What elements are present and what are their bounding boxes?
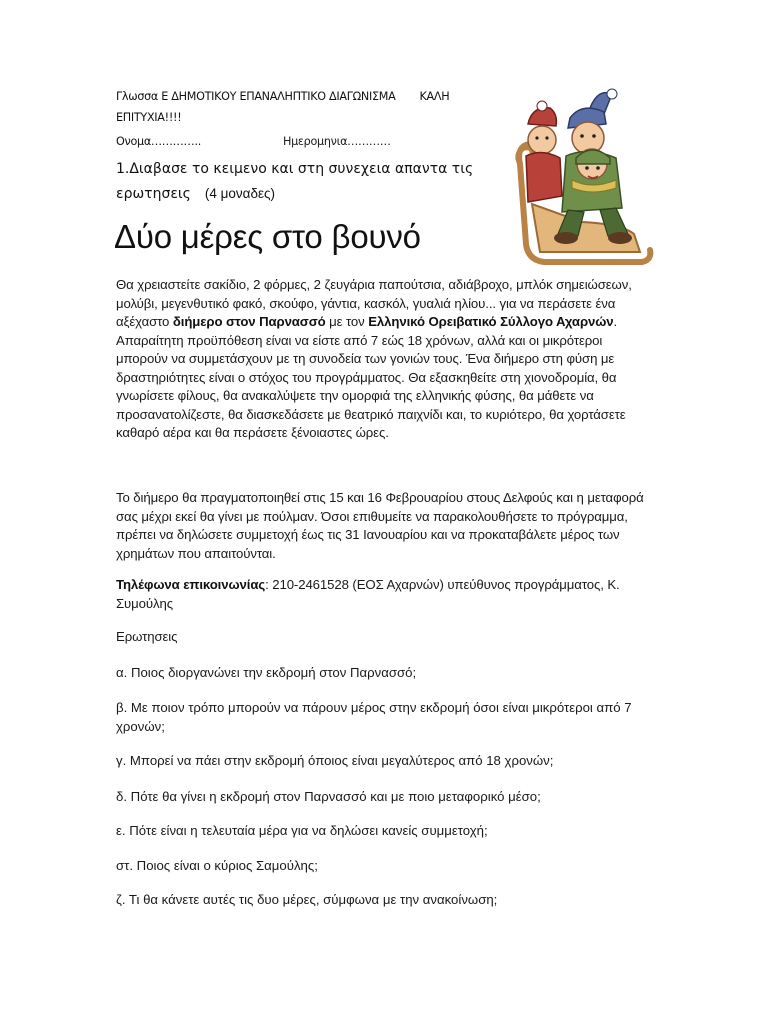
contact-label: Τηλέφωνα επικοινωνίας	[116, 577, 266, 592]
contact-text: : 210-2461528 (ΕΟΣ Αχαρνών) υπεύθυνος προγράμματος, Κ. Συμούλης	[116, 577, 620, 611]
sled-children-illustration	[512, 84, 654, 272]
instruction-line-2	[116, 186, 275, 202]
date-field-label: Ημερομηνια…………	[283, 135, 391, 148]
name-field-label: Ονομα…………..	[116, 135, 201, 148]
question-a: α. Ποιος διοργανώνει την εκδρομή στον Παρνασσό;	[116, 665, 417, 680]
contact-info	[116, 576, 656, 613]
question-c: γ. Μπορεί να πάει στην εκδρομή όποιος είναι μεγαλύτερος από 18 χρονών;	[116, 753, 554, 768]
exam-title: Γλωσσα Ε ΔΗΜΟΤΙΚΟΥ ΕΠΑΝΑΛΗΠΤΙΚΟ ΔΙΑΓΩΝΙΣΜΑ	[116, 90, 396, 103]
question-st: στ. Ποιος είναι ο κύριος Σαμούλης;	[116, 858, 318, 873]
para1-bold-trip: διήμερο στον Παρνασσό	[172, 314, 326, 329]
question-b: β. Με ποιον τρόπο μπορούν να πάρουν μέρος στην εκδρομή όσοι είναι μικρότεροι από 7 χρονών;	[116, 700, 632, 734]
questions-heading: Ερωτησεις	[116, 629, 178, 644]
exam-header	[116, 90, 449, 103]
instruction-points: (4 μοναδες)	[204, 186, 276, 201]
para1-start: Θα χρειαστείτε σακίδιο, 2 φόρμες, 2 ζευγάρια παπούτσια, αδιάβροχο, μπλόκ σημειώσεων, μολύβι, μεγενθυτικό φακό, σκούφο, γάντια, κασκόλ, γυαλιά ηλίου... για να περάσετε ένα αξέχαστο	[116, 277, 632, 329]
instruction-line-1: 1.Διαβασε το κειμενο και στη συνεχεια απαντα τις	[116, 161, 474, 177]
para1-end: . Απαραίτητη προϋπόθεση είναι να είστε από 7 εώς 18 χρόνων, αλλά και οι μικρότεροι μπορούν να συμμετάσχουν με τη συνοδεία των γονιών τους. Ένα διήμερο στη φύση με δραστηριότητες είναι ο στόχος του προγράμματος. Θα εξασκηθείτε στη χιονοδρομία, θα γνωρίσετε φίλους, θα ανακαλύψετε την ομορφιά της ελληνικής φύσης, θα μάθετε να προσανατολίζεστε, θα διασκεδάσετε με θεατρικό παιχνίδι και, το κυριότερο, θα χορτάσετε καθαρό αέρα και θα περάσετε ξένοιαστες ώρες.	[116, 314, 626, 440]
para1-mid: με τον	[325, 314, 369, 329]
instruction-word: ερωτησεις	[116, 186, 191, 202]
good-luck-text: ΚΑΛΗ	[419, 90, 450, 103]
para1-bold-club: Ελληνικό Ορειβατικό Σύλλογο Αχαρνών	[368, 314, 614, 329]
question-z: ζ. Τι θα κάνετε αυτές τις δυο μέρες, σύμφωνα με την ανακοίνωση;	[116, 892, 498, 907]
good-luck-continued: ΕΠΙΤΥΧΙΑ!!!!	[116, 111, 182, 124]
question-d: δ. Πότε θα γίνει η εκδρομή στον Παρνασσό και με ποιο μεταφορικό μέσο;	[116, 789, 541, 804]
article-title: Δύο μέρες στο βουνό	[114, 218, 421, 255]
article-paragraph-2: Το διήμερο θα πραγματοποιηθεί στις 15 και 16 Φεβρουαρίου στους Δελφούς και η μεταφορά σας μέχρι εκεί θα γίνει με πούλμαν. Όσοι επιθυμείτε να παρακολουθήσετε το πρόγραμμα, πρέπει να δηλώσετε συμμετοχή έως τις 31 Ιανουαρίου και να προκαταβάλετε μέρος των χρημάτων που απαιτούνται.	[116, 490, 644, 561]
question-e: ε. Πότε είναι η τελευταία μέρα για να δηλώσει κανείς συμμετοχή;	[116, 823, 488, 838]
article-paragraph-1	[116, 276, 656, 443]
